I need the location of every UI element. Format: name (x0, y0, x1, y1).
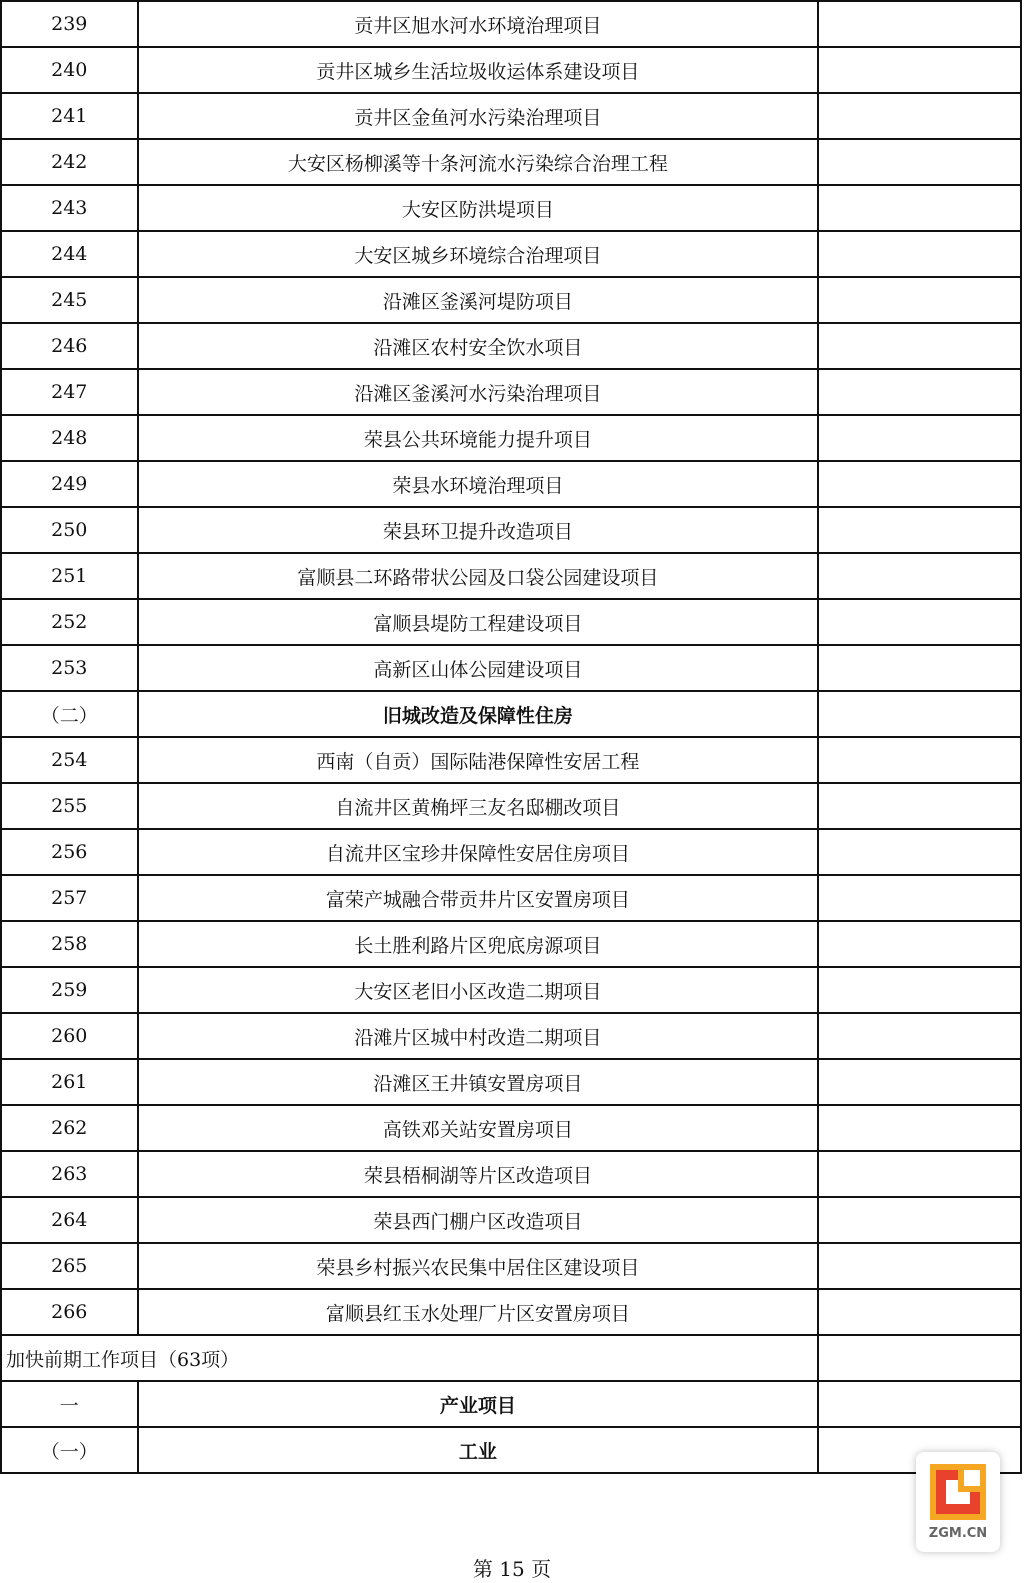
empty-cell (818, 783, 1021, 829)
empty-cell (818, 1335, 1021, 1381)
table-row (1, 1243, 1021, 1289)
row-number: 245 (1, 277, 138, 323)
table-row (1, 507, 1021, 553)
project-name: 荣县乡村振兴农民集中居住区建设项目 (138, 1243, 819, 1289)
empty-cell (818, 1, 1021, 47)
empty-cell (818, 1197, 1021, 1243)
row-number: 252 (1, 599, 138, 645)
table-row (1, 461, 1021, 507)
row-number: 241 (1, 93, 138, 139)
table-row (1, 93, 1021, 139)
row-number: 248 (1, 415, 138, 461)
table-row (1, 369, 1021, 415)
empty-cell (818, 691, 1021, 737)
section-title: 加快前期工作项目（63项） (1, 1335, 818, 1381)
empty-cell (818, 277, 1021, 323)
watermark-logo (916, 1452, 1000, 1552)
page-number: 第 15 页 (472, 1557, 552, 1581)
row-number: 249 (1, 461, 138, 507)
row-number: 239 (1, 1, 138, 47)
project-name: 大安区老旧小区改造二期项目 (138, 967, 819, 1013)
project-name: 荣县梧桐湖等片区改造项目 (138, 1151, 819, 1197)
project-name: 荣县环卫提升改造项目 (138, 507, 819, 553)
table-row (1, 1013, 1021, 1059)
row-number: 259 (1, 967, 138, 1013)
project-name: 自流井区宝珍井保障性安居住房项目 (138, 829, 819, 875)
row-number: 254 (1, 737, 138, 783)
empty-cell (818, 1105, 1021, 1151)
table-row (1, 553, 1021, 599)
table-row (1, 47, 1021, 93)
table-body (1, 1, 1021, 1473)
project-name: 西南（自贡）国际陆港保障性安居工程 (138, 737, 819, 783)
project-name: 工业 (138, 1427, 819, 1473)
row-number: 262 (1, 1105, 138, 1151)
project-name: 贡井区旭水河水环境治理项目 (138, 1, 819, 47)
table-row (1, 1427, 1021, 1473)
project-name: 沿滩区王井镇安置房项目 (138, 1059, 819, 1105)
table-row (1, 1151, 1021, 1197)
project-name: 沿滩区釜溪河堤防项目 (138, 277, 819, 323)
empty-cell (818, 185, 1021, 231)
row-number: 250 (1, 507, 138, 553)
row-number: 264 (1, 1197, 138, 1243)
project-name: 富顺县红玉水处理厂片区安置房项目 (138, 1289, 819, 1335)
table-row (1, 967, 1021, 1013)
table-row (1, 875, 1021, 921)
project-name: 大安区杨柳溪等十条河流水污染综合治理工程 (138, 139, 819, 185)
row-number: 265 (1, 1243, 138, 1289)
project-name: 沿滩片区城中村改造二期项目 (138, 1013, 819, 1059)
project-name: 贡井区城乡生活垃圾收运体系建设项目 (138, 47, 819, 93)
empty-cell (818, 599, 1021, 645)
row-number: （二） (1, 691, 138, 737)
empty-cell (818, 139, 1021, 185)
table-row (1, 829, 1021, 875)
project-name: 贡井区金鱼河水污染治理项目 (138, 93, 819, 139)
table-row (1, 1059, 1021, 1105)
project-name: 沿滩区农村安全饮水项目 (138, 323, 819, 369)
row-number: 261 (1, 1059, 138, 1105)
project-name: 富顺县堤防工程建设项目 (138, 599, 819, 645)
table-row (1, 599, 1021, 645)
table-row (1, 737, 1021, 783)
row-number: 一 (1, 1381, 138, 1427)
project-name: 大安区防洪堤项目 (138, 185, 819, 231)
row-number: 256 (1, 829, 138, 875)
table-row (1, 1381, 1021, 1427)
empty-cell (818, 47, 1021, 93)
row-number: （一） (1, 1427, 138, 1473)
row-number: 246 (1, 323, 138, 369)
project-name: 自流井区黄桷坪三友名邸棚改项目 (138, 783, 819, 829)
table-row (1, 277, 1021, 323)
table-row (1, 1197, 1021, 1243)
table-row (1, 139, 1021, 185)
empty-cell (818, 829, 1021, 875)
logo-icon (928, 1462, 988, 1522)
table-row (1, 1, 1021, 47)
table-row (1, 645, 1021, 691)
project-name: 荣县西门棚户区改造项目 (138, 1197, 819, 1243)
empty-cell (818, 645, 1021, 691)
row-number: 266 (1, 1289, 138, 1335)
empty-cell (818, 369, 1021, 415)
project-name: 高新区山体公园建设项目 (138, 645, 819, 691)
project-name: 沿滩区釜溪河水污染治理项目 (138, 369, 819, 415)
table-row (1, 1289, 1021, 1335)
empty-cell (818, 1289, 1021, 1335)
project-name: 荣县公共环境能力提升项目 (138, 415, 819, 461)
row-number: 260 (1, 1013, 138, 1059)
empty-cell (818, 461, 1021, 507)
row-number: 247 (1, 369, 138, 415)
table-row (1, 691, 1021, 737)
project-name: 富顺县二环路带状公园及口袋公园建设项目 (138, 553, 819, 599)
empty-cell (818, 967, 1021, 1013)
empty-cell (818, 323, 1021, 369)
table-row (1, 415, 1021, 461)
empty-cell (818, 415, 1021, 461)
project-name: 荣县水环境治理项目 (138, 461, 819, 507)
empty-cell (818, 231, 1021, 277)
empty-cell (818, 1381, 1021, 1427)
empty-cell (818, 875, 1021, 921)
table-row (1, 185, 1021, 231)
empty-cell (818, 507, 1021, 553)
row-number: 253 (1, 645, 138, 691)
empty-cell (818, 1059, 1021, 1105)
table-row (1, 783, 1021, 829)
watermark-text: ZGM.CN (928, 1526, 988, 1541)
table-row (1, 231, 1021, 277)
section-row (1, 1335, 1021, 1381)
row-number: 240 (1, 47, 138, 93)
table-row (1, 1105, 1021, 1151)
project-name: 富荣产城融合带贡井片区安置房项目 (138, 875, 819, 921)
empty-cell (818, 1243, 1021, 1289)
row-number: 255 (1, 783, 138, 829)
project-name: 旧城改造及保障性住房 (138, 691, 819, 737)
row-number: 251 (1, 553, 138, 599)
empty-cell (818, 737, 1021, 783)
row-number: 258 (1, 921, 138, 967)
empty-cell (818, 553, 1021, 599)
empty-cell (818, 1151, 1021, 1197)
project-name: 大安区城乡环境综合治理项目 (138, 231, 819, 277)
row-number: 243 (1, 185, 138, 231)
row-number: 263 (1, 1151, 138, 1197)
table-row (1, 323, 1021, 369)
row-number: 257 (1, 875, 138, 921)
empty-cell (818, 1013, 1021, 1059)
project-name: 产业项目 (138, 1381, 819, 1427)
empty-cell (818, 93, 1021, 139)
row-number: 242 (1, 139, 138, 185)
project-name: 长土胜利路片区兜底房源项目 (138, 921, 819, 967)
table-row (1, 921, 1021, 967)
row-number: 244 (1, 231, 138, 277)
empty-cell (818, 921, 1021, 967)
project-name: 高铁邓关站安置房项目 (138, 1105, 819, 1151)
